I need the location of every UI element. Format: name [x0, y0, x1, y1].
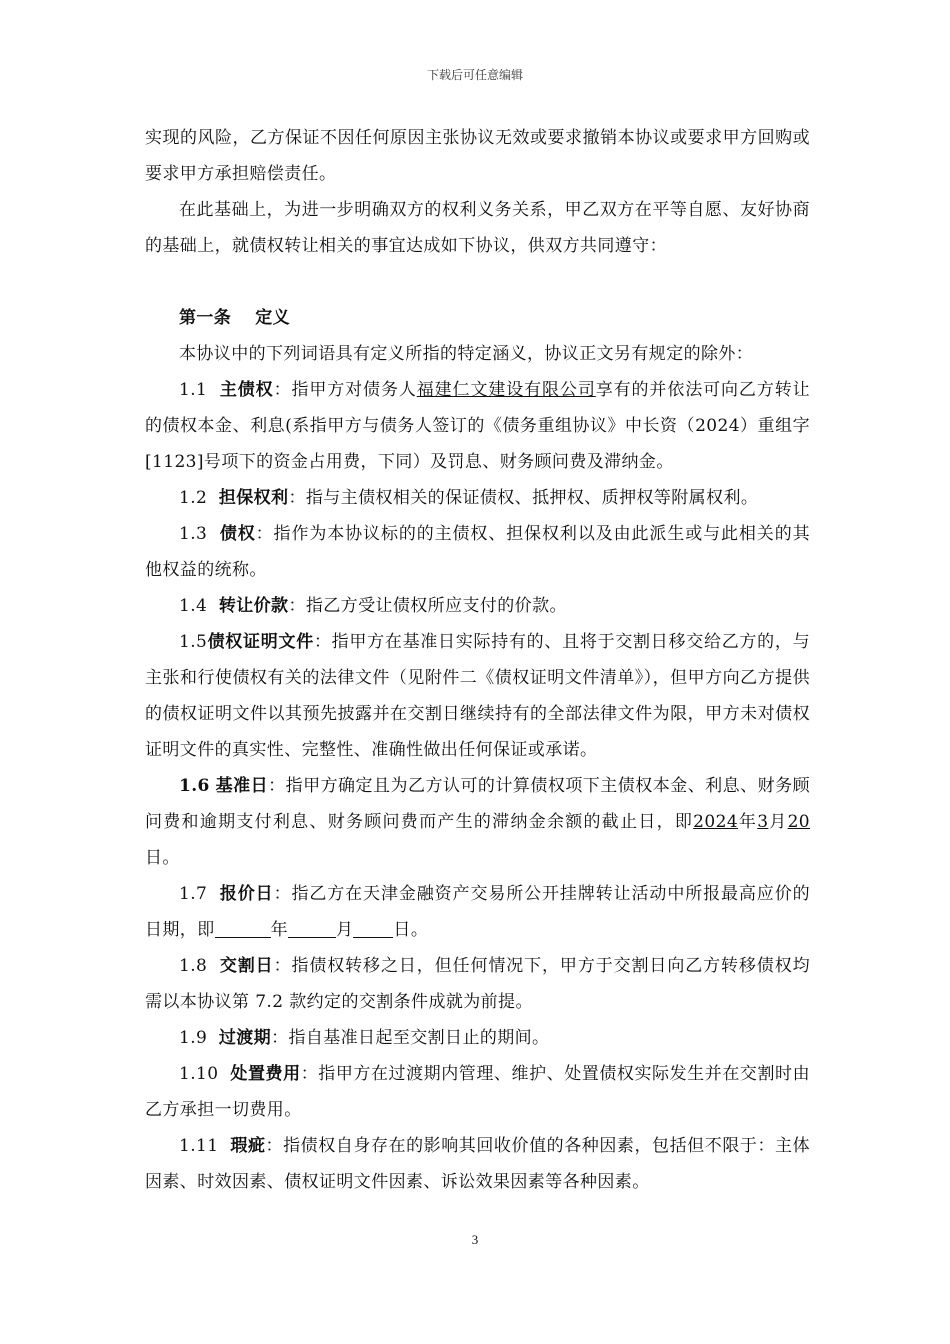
article-title: 定义 [255, 308, 291, 328]
article-heading [145, 300, 810, 336]
clause-number: 1.3 [179, 524, 208, 544]
day-label: 日。 [393, 920, 429, 940]
definition-text: ：指甲方在基准日实际持有的、且将于交割日移交给乙方的，与主张和行使债权有关的法律文件（见附件二《债权证明文件清单》），但甲方向乙方提供的债权证明文件以其预先披露并在交割日继续持有的全部法律文件为限，甲方未对债权证明文件的真实性、完整性、准确性做出任何保证或承诺。 [145, 632, 810, 760]
definition-text: ：指与主债权相关的保证债权、抵押权、质押权等附属权利。 [288, 488, 759, 508]
clause-number: 1.8 [179, 956, 208, 976]
definition-term: 处置费用 [230, 1064, 301, 1084]
clause-number: 1.4 [179, 596, 208, 616]
spacer [145, 264, 810, 300]
base-date-month: 3 [757, 812, 769, 832]
definition-1-3 [145, 516, 810, 588]
definition-text: ：指乙方受让债权所应支付的价款。 [288, 596, 567, 616]
definition-term: 主债权 [219, 380, 274, 400]
definition-1-8 [145, 948, 810, 1020]
clause-number: 1.11 [179, 1136, 219, 1156]
definition-text: ：指债权自身存在的影响其回收价值的各种因素，包括但不限于：主体因素、时效因素、债权证明文件因素、诉讼效果因素等各种因素。 [145, 1136, 810, 1192]
definition-1-6 [145, 768, 810, 876]
definition-1-2 [145, 480, 810, 516]
base-date-day: 20 [787, 812, 811, 832]
clause-number: 1.6 [179, 776, 210, 796]
article-lead: 本协议中的下列词语具有定义所指的特定涵义，协议正文另有规定的除外： [179, 344, 754, 364]
definition-text: 享有的并依法可向乙方转让的债权本金、利息(系指甲方与债务人签订的《债务重组协议》中长资（2024）重组字[1123]号项下的资金占用费，下同）及罚息、财务顾问费及滞纳金。 [145, 380, 811, 472]
definition-term: 过渡期 [218, 1028, 272, 1048]
article-number: 第一条 [179, 308, 232, 328]
definition-text: ：指乙方在天津金融资产交易所公开挂牌转让活动中所报最高应价的日期，即 [145, 884, 811, 940]
definition-text: ：指作为本协议标的的主债权、担保权利以及由此派生或与此相关的其他权益的统称。 [145, 524, 810, 580]
clause-number: 1.7 [179, 884, 208, 904]
year-label: 年 [270, 920, 289, 940]
definition-1-7 [145, 876, 810, 948]
definition-1-10 [145, 1056, 810, 1128]
clause-number: 1.1 [179, 380, 208, 400]
day-label: 日。 [145, 848, 180, 868]
month-label: 月 [336, 920, 354, 940]
definition-1-5 [145, 624, 810, 768]
page-number: 3 [471, 1232, 479, 1247]
definition-term: 担保权利 [218, 488, 289, 508]
page-header: 下载后可任意编辑 [426, 68, 523, 82]
definition-text: ：指甲方对债务人 [273, 380, 417, 400]
quote-year-blank [215, 919, 271, 938]
definition-1-9 [145, 1020, 810, 1056]
definition-term: 债权 [219, 524, 256, 544]
definition-text: ：指自基准日起至交割日止的期间。 [271, 1028, 550, 1048]
year-label: 年 [738, 812, 758, 832]
definition-text: ：指甲方确定且为乙方认可的计算债权项下主债权本金、利息、财务顾问费和逾期支付利息、财务顾问费而产生的滞纳金余额的截止日，即 [145, 776, 810, 832]
intro-paragraph-1: 实现的风险，乙方保证不因任何原因主张协议无效或要求撤销本协议或要求甲方回购或要求甲方承担赔偿责任。 [145, 128, 810, 184]
definition-1-1 [145, 372, 810, 480]
clause-number: 1.10 [179, 1064, 219, 1084]
clause-number: 1.5 [179, 632, 208, 652]
quote-month-blank [288, 919, 336, 938]
definition-text: ：指债权转移之日，但任何情况下，甲方于交割日向乙方转移债权均需以本协议第 7.2 款约定的交割条件成就为前提。 [145, 956, 811, 1012]
base-date-year: 2024 [693, 812, 739, 832]
definition-term: 基准日 [215, 776, 269, 796]
document-body [145, 120, 810, 1200]
definition-term: 瑕疵 [230, 1136, 266, 1156]
definition-text: ：指甲方在过渡期内管理、维护、处置债权实际发生并在交割时由乙方承担一切费用。 [145, 1064, 810, 1120]
definition-term: 报价日 [219, 884, 274, 904]
definition-term: 交割日 [219, 956, 274, 976]
month-label: 月 [768, 812, 788, 832]
definition-term: 转让价款 [218, 596, 289, 616]
debtor-name: 福建仁文建设有限公司 [416, 380, 596, 400]
clause-number: 1.9 [179, 1028, 208, 1048]
definition-1-4 [145, 588, 810, 624]
clause-number: 1.2 [179, 488, 208, 508]
quote-day-blank [353, 919, 393, 938]
intro-paragraph-2: 在此基础上，为进一步明确双方的权利义务关系，甲乙双方在平等自愿、友好协商的基础上，就债权转让相关的事宜达成如下协议，供双方共同遵守： [145, 200, 810, 256]
definition-term: 债权证明文件 [207, 632, 314, 652]
definition-1-11 [145, 1128, 810, 1200]
